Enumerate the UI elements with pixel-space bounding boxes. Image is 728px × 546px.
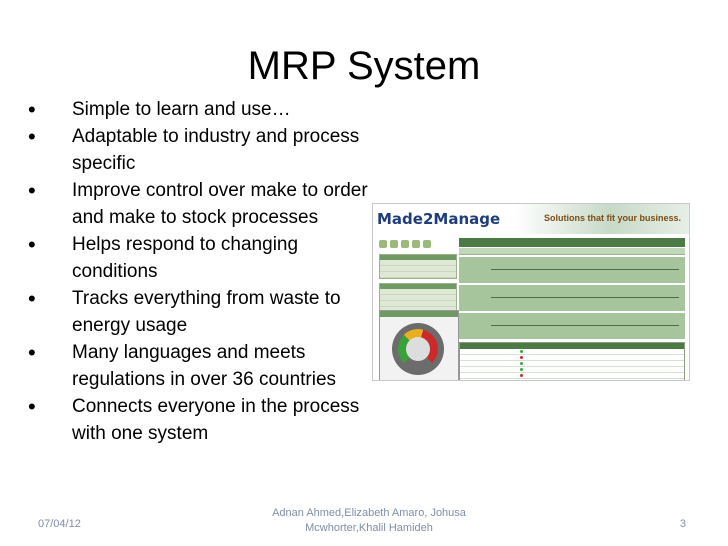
bullet-item: • Connects everyone in the process with one system <box>28 393 368 447</box>
footer-date: 07/04/12 <box>38 518 81 530</box>
bullet-list <box>28 96 368 447</box>
gauge-icon <box>392 323 444 375</box>
made2manage-logo: Made2Manage <box>377 210 501 228</box>
gauge-panel <box>379 310 459 381</box>
tagline: Solutions that fit your business. <box>543 213 681 223</box>
page-number: 3 <box>679 518 686 530</box>
bullet-item: • Helps respond to changing conditions <box>28 231 368 285</box>
toolbar <box>379 238 457 250</box>
filter-bar <box>459 238 685 247</box>
bullet-item: • Simple to learn and use… <box>28 96 368 123</box>
toolbar-icon <box>390 240 398 248</box>
footer-authors: Adnan Ahmed,Elizabeth Amaro, Johusa Mcwhorter,Khalil Hamideh <box>272 507 466 534</box>
slide-title: MRP System <box>247 44 481 88</box>
field-list-box <box>379 254 457 279</box>
made2manage-screenshot <box>372 203 690 381</box>
bullet-item: • Many languages and meets regulations in over 36 countries <box>28 339 368 393</box>
bullet-item: • Improve control over make to order and make to stock processes <box>28 177 368 231</box>
right-panel <box>459 238 685 380</box>
brand-header <box>373 204 689 234</box>
toolbar-icon <box>401 240 409 248</box>
slider-block <box>459 285 685 311</box>
toolbar-icon <box>412 240 420 248</box>
bullet-item: • Adaptable to industry and process specific <box>28 123 368 177</box>
left-panel <box>379 238 457 380</box>
data-grid <box>459 342 685 381</box>
toolbar-icon <box>379 240 387 248</box>
bullet-item: • Tracks everything from waste to energy usage <box>28 285 368 339</box>
slider-block <box>459 313 685 339</box>
slider-block <box>459 257 685 283</box>
toolbar-icon <box>423 240 431 248</box>
